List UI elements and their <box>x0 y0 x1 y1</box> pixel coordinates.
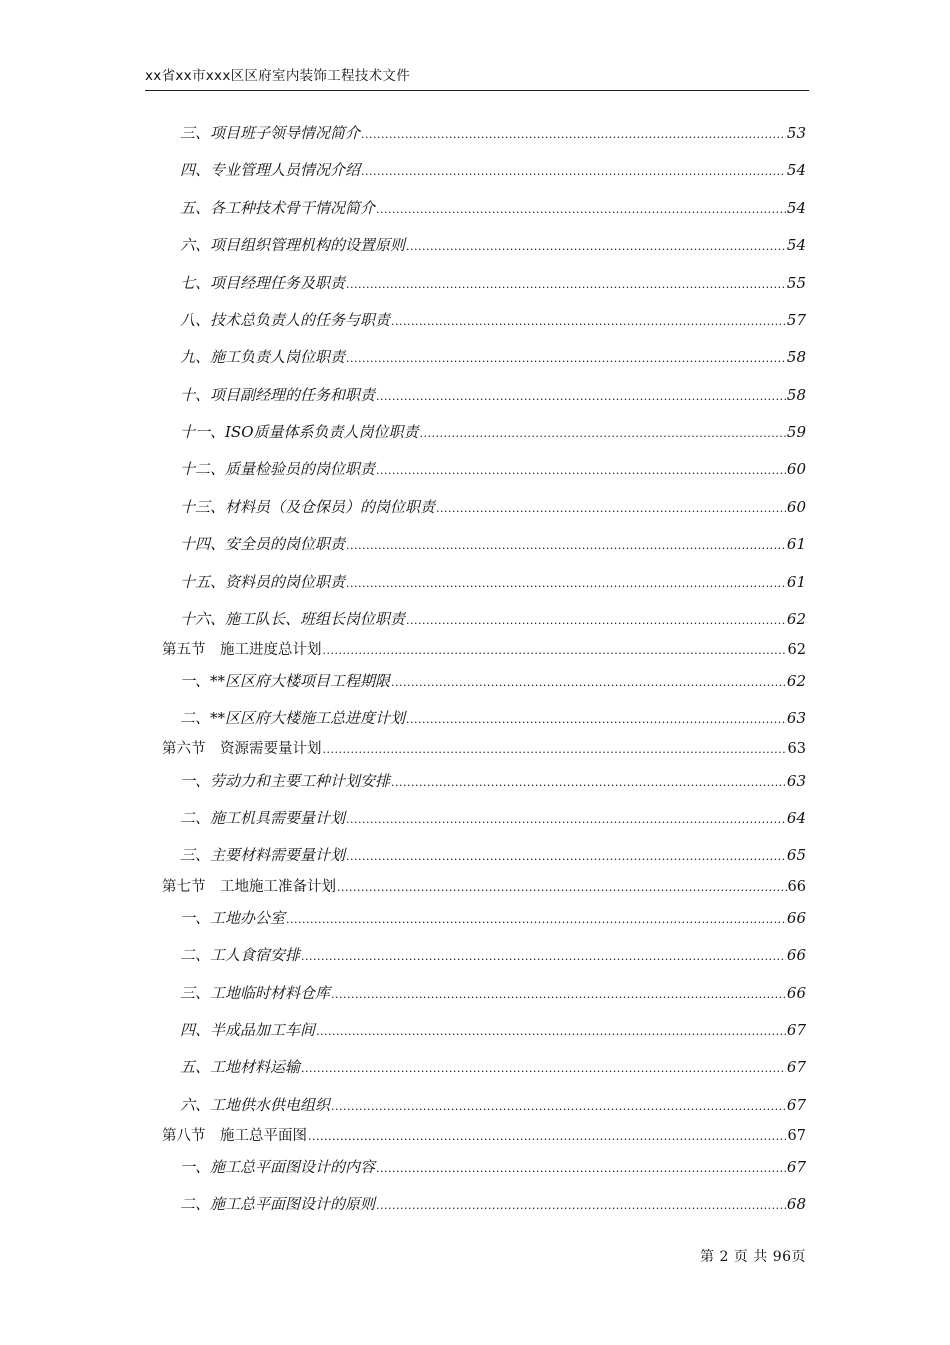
header-title: xx省xx市xxx区区府室内装饰工程技术文件 <box>145 68 411 84</box>
toc-entry-page: 54 <box>786 161 806 179</box>
toc-entry[interactable] <box>180 496 806 518</box>
toc-entry-page: 61 <box>786 573 806 591</box>
toc-entry[interactable] <box>180 571 806 593</box>
toc-entry-text: 二、工人食宿安排 <box>180 946 301 964</box>
toc-entry-page: 54 <box>786 236 806 254</box>
toc-entry-text: 十、项目副经理的任务和职责 <box>180 386 376 404</box>
toc-entry[interactable] <box>180 272 806 294</box>
toc-entry-page: 58 <box>786 348 806 366</box>
toc-section-entry[interactable] <box>162 876 806 898</box>
toc-entry-page: 54 <box>786 199 806 217</box>
toc-entry-page: 67 <box>786 1096 806 1114</box>
toc-entry-text: 第七节 工地施工准备计划 <box>162 879 336 895</box>
toc-dot-leader <box>361 124 786 146</box>
toc-entry[interactable] <box>180 421 806 443</box>
page-footer <box>700 1246 806 1266</box>
toc-entry-page: 65 <box>786 846 806 864</box>
toc-entry-page: 60 <box>786 498 806 516</box>
toc-entry-text: 二、施工机具需要量计划 <box>180 809 346 827</box>
toc-dot-leader <box>406 610 786 632</box>
toc-entry-text: 六、工地供水供电组织 <box>180 1096 331 1114</box>
toc-entry-text: 二、施工总平面图设计的原则 <box>180 1195 376 1213</box>
toc-entry-page: 67 <box>787 1128 806 1144</box>
toc-section-entry[interactable] <box>162 738 806 760</box>
toc-dot-leader <box>406 709 786 731</box>
toc-dot-leader <box>376 1195 786 1217</box>
toc-entry-text: 十四、安全员的岗位职责 <box>180 535 346 553</box>
toc-entry[interactable] <box>180 122 806 144</box>
toc-entry-text: 第八节 施工总平面图 <box>162 1128 307 1144</box>
toc-entry-text: 六、项目组织管理机构的设置原则 <box>180 236 406 254</box>
toc-entry-text: 二、**区区府大楼施工总进度计划 <box>180 709 406 727</box>
toc-entry[interactable] <box>180 1156 806 1178</box>
toc-entry[interactable] <box>180 807 806 829</box>
toc-entry-page: 62 <box>786 610 806 628</box>
toc-entry-page: 67 <box>786 1158 806 1176</box>
toc-entry-text: 四、半成品加工车间 <box>180 1021 316 1039</box>
toc-dot-leader <box>436 498 786 520</box>
toc-entry[interactable] <box>180 309 806 331</box>
toc-entry-page: 62 <box>786 672 806 690</box>
toc-entry-text: 三、工地临时材料仓库 <box>180 984 331 1002</box>
toc-entry-text: 十三、材料员（及仓保员）的岗位职责 <box>180 498 436 516</box>
toc-dot-leader <box>376 386 786 408</box>
toc-entry-text: 三、主要材料需要量计划 <box>180 846 346 864</box>
toc-entry[interactable] <box>180 907 806 929</box>
toc-entry[interactable] <box>180 197 806 219</box>
toc-entry-page: 61 <box>786 535 806 553</box>
toc-entry-text: 第五节 施工进度总计划 <box>162 642 322 658</box>
toc-dot-leader <box>337 877 787 899</box>
toc-entry[interactable] <box>180 944 806 966</box>
toc-entry-page: 63 <box>786 709 806 727</box>
toc-dot-leader <box>420 423 786 445</box>
toc-dot-leader <box>301 946 786 968</box>
toc-dot-leader <box>346 846 786 868</box>
toc-entry-page: 68 <box>786 1195 806 1213</box>
toc-entry-page: 59 <box>786 423 806 441</box>
toc-entry[interactable] <box>180 458 806 480</box>
toc-dot-leader <box>391 772 786 794</box>
toc-entry-page: 66 <box>786 946 806 964</box>
toc-entry[interactable] <box>180 982 806 1004</box>
toc-dot-leader <box>323 640 787 662</box>
toc-entry[interactable] <box>180 1094 806 1116</box>
toc-entry[interactable] <box>180 770 806 792</box>
toc-dot-leader <box>376 460 786 482</box>
toc-dot-leader <box>316 1021 786 1043</box>
toc-entry[interactable] <box>180 1056 806 1078</box>
toc-dot-leader <box>346 573 786 595</box>
toc-entry-page: 66 <box>786 909 806 927</box>
toc-entry-page: 63 <box>787 741 806 757</box>
toc-entry-text: 九、施工负责人岗位职责 <box>180 348 346 366</box>
toc-entry-text: 一、工地办公室 <box>180 909 286 927</box>
toc-entry-text: 第六节 资源需要量计划 <box>162 741 322 757</box>
toc-entry-text: 四、专业管理人员情况介绍 <box>180 161 361 179</box>
toc-entry[interactable] <box>180 707 806 729</box>
toc-entry[interactable] <box>180 670 806 692</box>
toc-dot-leader <box>361 161 786 183</box>
toc-entry[interactable] <box>180 1019 806 1041</box>
toc-entry[interactable] <box>180 533 806 555</box>
toc-entry-page: 57 <box>786 311 806 329</box>
toc-entry-page: 60 <box>786 460 806 478</box>
toc-entry-page: 55 <box>786 274 806 292</box>
toc-entry-text: 一、劳动力和主要工种计划安排 <box>180 772 391 790</box>
toc-entry-page: 64 <box>786 809 806 827</box>
toc-entry-text: 五、各工种技术骨干情况简介 <box>180 199 376 217</box>
toc-entry[interactable] <box>180 844 806 866</box>
toc-entry-text: 三、项目班子领导情况简介 <box>180 124 361 142</box>
toc-dot-leader <box>346 348 786 370</box>
toc-dot-leader <box>391 672 786 694</box>
toc-entry-page: 53 <box>786 124 806 142</box>
toc-entry-text: 八、技术总负责人的任务与职责 <box>180 311 391 329</box>
toc-entry-text: 一、**区区府大楼项目工程期限 <box>180 672 391 690</box>
toc-entry-page: 66 <box>787 879 806 895</box>
toc-dot-leader <box>376 199 786 221</box>
toc-section-entry[interactable] <box>162 639 806 661</box>
toc-entry-text: 十五、资料员的岗位职责 <box>180 573 346 591</box>
toc-dot-leader <box>391 311 786 333</box>
toc-entry-page: 58 <box>786 386 806 404</box>
toc-entry-text: 十六、施工队长、班组长岗位职责 <box>180 610 406 628</box>
toc-dot-leader <box>376 1158 786 1180</box>
toc-dot-leader <box>406 236 786 258</box>
toc-dot-leader <box>323 739 787 761</box>
toc-entry-text: 五、工地材料运输 <box>180 1058 301 1076</box>
toc-dot-leader <box>286 909 786 931</box>
toc-entry-page: 62 <box>787 642 806 658</box>
toc-entry[interactable] <box>180 608 806 630</box>
toc-dot-leader <box>301 1058 786 1080</box>
toc-entry-page: 66 <box>786 984 806 1002</box>
toc-entry-text: 七、项目经理任务及职责 <box>180 274 346 292</box>
toc-dot-leader <box>346 274 786 296</box>
toc-dot-leader <box>346 809 786 831</box>
toc-entry[interactable] <box>180 1193 806 1215</box>
toc-dot-leader <box>308 1126 787 1148</box>
toc-entry[interactable] <box>180 159 806 181</box>
toc-dot-leader <box>331 1096 786 1118</box>
toc-entry-text: 十一、ISO质量体系负责人岗位职责 <box>180 423 419 441</box>
toc-entry-text: 十二、质量检验员的岗位职责 <box>180 460 376 478</box>
page-number-label: 第 2 页 共 96页 <box>700 1249 807 1265</box>
toc-dot-leader <box>331 984 786 1006</box>
toc-dot-leader <box>346 535 786 557</box>
toc-entry-page: 63 <box>786 772 806 790</box>
toc-entry[interactable] <box>180 384 806 406</box>
toc-entry-page: 67 <box>786 1021 806 1039</box>
toc-entry-text: 一、施工总平面图设计的内容 <box>180 1158 376 1176</box>
toc-entry[interactable] <box>180 346 806 368</box>
toc-entry-page: 67 <box>786 1058 806 1076</box>
toc-section-entry[interactable] <box>162 1125 806 1147</box>
toc-entry[interactable] <box>180 234 806 256</box>
